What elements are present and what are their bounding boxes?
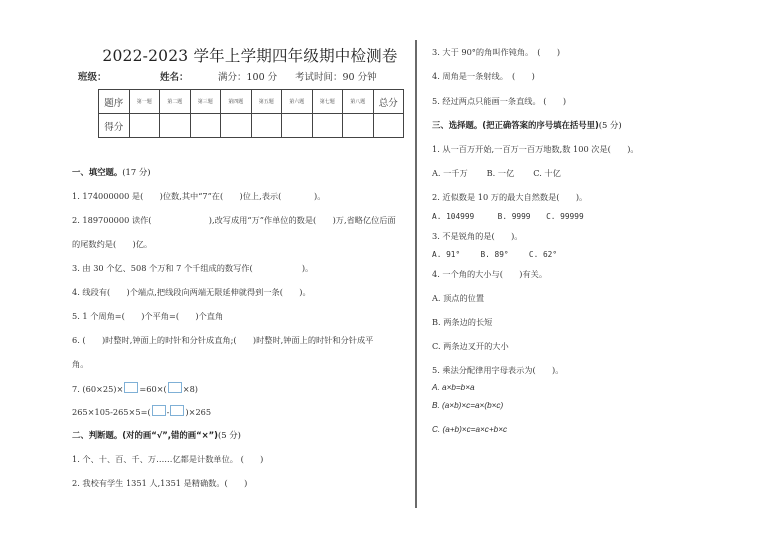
cell-score-label: 得分 xyxy=(99,114,130,138)
q7b-text-2: - xyxy=(166,407,170,417)
choice-question-1: 1. 从一百万开始,一百万一百万地数,数 100 次是( )。 xyxy=(432,144,639,154)
score-table xyxy=(98,89,404,138)
q7b-text-1: 265×105-265×5=( xyxy=(72,407,151,417)
score-cell[interactable] xyxy=(343,114,374,138)
fill-question-5: 5. 1 个周角=( )个平角=( )个直角 xyxy=(72,311,224,321)
choice-question-4-option-a: A. 顶点的位置 xyxy=(432,293,485,303)
cell-q8: 第八题 xyxy=(343,90,374,114)
judge-question-2: 2. 我校有学生 1351 人,1351 是精确数。( ) xyxy=(72,478,248,488)
judge-question-5: 5. 经过两点只能画一条直线。 ( ) xyxy=(432,96,567,106)
score-cell[interactable] xyxy=(282,114,313,138)
cell-q5: 第五题 xyxy=(251,90,282,114)
cell-q1: 第一题 xyxy=(129,90,160,114)
score-cell[interactable] xyxy=(251,114,282,138)
section-2-score: (5 分) xyxy=(217,430,241,440)
score-cell[interactable] xyxy=(190,114,221,138)
judge-question-3: 3. 大于 90°的角叫作钝角。 ( ) xyxy=(432,47,561,57)
section-1-score: (17 分) xyxy=(122,167,151,177)
exam-title: 2022-2023 学年上学期四年级期中检测卷 xyxy=(102,47,398,65)
choice-question-3-options: A. 91° B. 89° C. 62° xyxy=(432,250,558,259)
choice-question-3: 3. 不是锐角的是( )。 xyxy=(432,231,523,241)
cell-q4: 第四题 xyxy=(221,90,252,114)
q7-text-2: =60×( xyxy=(139,384,167,394)
section-1-title: 一、填空题。 xyxy=(72,167,123,177)
cell-total-label: 总分 xyxy=(373,90,404,114)
fill-question-7-line-2 xyxy=(72,405,211,418)
fill-question-1: 1. 174000000 是( )位数,其中“7”在( )位上,表示( )。 xyxy=(72,191,326,201)
class-label: 班级： xyxy=(78,72,107,83)
choice-question-5-option-c: C. (a+b)×c=a×c+b×c xyxy=(432,425,508,434)
score-table-score-row xyxy=(99,114,404,138)
cell-q3: 第三题 xyxy=(190,90,221,114)
score-cell[interactable] xyxy=(312,114,343,138)
answer-box[interactable] xyxy=(168,382,182,393)
section-1-heading xyxy=(72,166,150,178)
fill-question-6-line-2: 角。 xyxy=(72,359,89,369)
choice-question-4-option-c: C. 两条边叉开的大小 xyxy=(432,341,509,351)
answer-box[interactable] xyxy=(124,382,138,393)
fill-question-7-line-1 xyxy=(72,382,198,395)
exam-time-label: 考试时间：90 分钟 xyxy=(295,72,377,83)
score-table-header-row xyxy=(99,90,404,114)
fill-question-2-line-2: 的尾数约是( )亿。 xyxy=(72,239,153,249)
score-cell[interactable] xyxy=(129,114,160,138)
choice-question-2-options: A. 104999 B. 9999 C. 99999 xyxy=(432,212,584,221)
fill-question-2-line-1: 2. 189700000 读作( ),改写成用“万”作单位的数是( )万,省略亿位后面 xyxy=(72,215,396,225)
section-2-title: 二、判断题。(对的画“√”,错的画“×”) xyxy=(72,430,218,440)
answer-box[interactable] xyxy=(152,405,166,416)
cell-q7: 第七题 xyxy=(312,90,343,114)
section-3-score: (5 分) xyxy=(598,120,622,130)
judge-question-1: 1. 个、十、百、千、万……亿都是计数单位。 ( ) xyxy=(72,454,264,464)
score-cell[interactable] xyxy=(221,114,252,138)
choice-question-1-options: A. 一千万 B. 一亿 C. 十亿 xyxy=(432,168,561,178)
name-label: 姓名： xyxy=(160,72,189,83)
q7-text-3: ×8) xyxy=(182,384,198,394)
cell-q6: 第六题 xyxy=(282,90,313,114)
q7-text-1: 7. (60×25)× xyxy=(72,384,124,394)
cell-q2: 第二题 xyxy=(160,90,191,114)
section-3-title: 三、选择题。(把正确答案的序号填在括号里) xyxy=(432,120,599,130)
choice-question-2: 2. 近似数是 10 万的最大自然数是( )。 xyxy=(432,192,588,202)
choice-question-5-option-a: A. a×b=b×a xyxy=(432,383,475,392)
judge-question-4: 4. 周角是一条射线。 ( ) xyxy=(432,71,535,81)
score-cell[interactable] xyxy=(160,114,191,138)
choice-question-5-option-b: B. (a×b)×c=a×(b×c) xyxy=(432,401,504,410)
column-divider xyxy=(415,40,417,508)
choice-question-4: 4. 一个角的大小与( )有关。 xyxy=(432,269,548,279)
choice-question-5: 5. 乘法分配律用字母表示为( )。 xyxy=(432,365,564,375)
full-score-label: 满分：100 分 xyxy=(218,72,278,83)
fill-question-3: 3. 由 30 个亿、508 个万和 7 个千组成的数写作( )。 xyxy=(72,263,314,273)
cell-order-label: 题序 xyxy=(99,90,130,114)
score-cell[interactable] xyxy=(373,114,404,138)
section-3-heading xyxy=(432,119,622,131)
answer-box[interactable] xyxy=(170,405,184,416)
q7b-text-3: )×265 xyxy=(185,407,212,417)
fill-question-6-line-1: 6. ( )时整时,钟面上的时针和分针成直角;( )时整时,钟面上的时针和分针成平 xyxy=(72,335,374,345)
fill-question-4: 4. 线段有( )个端点,把线段向两端无限延伸就得到一条( )。 xyxy=(72,287,311,297)
choice-question-4-option-b: B. 两条边的长短 xyxy=(432,317,493,327)
section-2-heading xyxy=(72,429,241,441)
